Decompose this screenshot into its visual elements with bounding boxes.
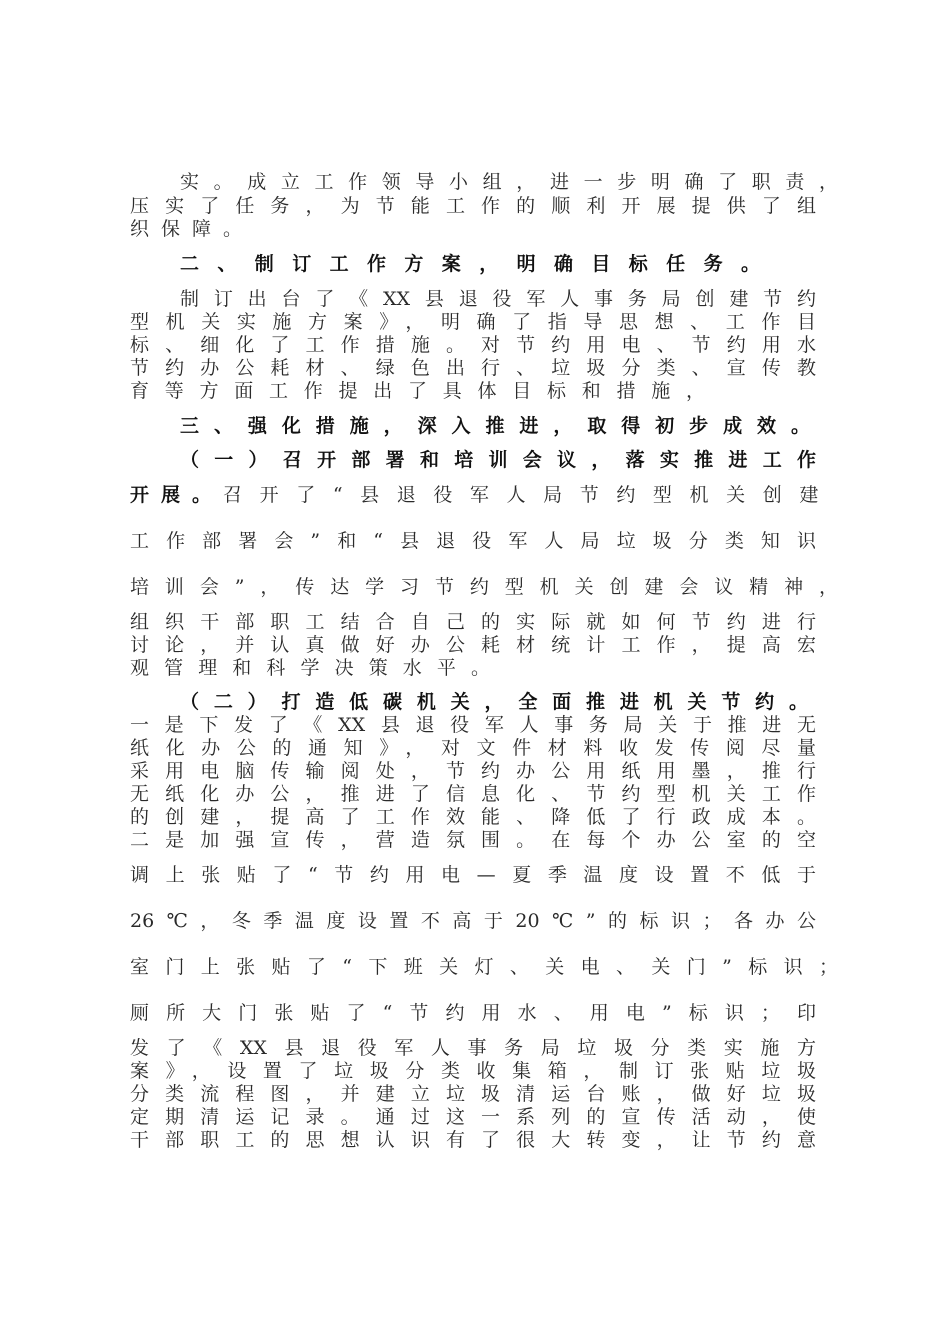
body-text-line: 标、细化了工作措施。对节约用电、节约用水 (130, 334, 816, 356)
body-text-line: 压实了任务，为节能工作的顺利开展提供了组 (130, 195, 816, 217)
body-text-line: 节约办公耗材、绿色出行、垃圾分类、宣传教 (130, 357, 816, 379)
body-text-line: 无纸化办公，推进了信息化、节约型机关工作 (130, 783, 816, 805)
body-text-line: 采用电脑传输阅处，节约办公用纸用墨，推行 (130, 760, 816, 782)
body-text-line (130, 483, 836, 507)
body-text-line: 观管理和科学决策水平。 (130, 657, 490, 679)
body-text-line: 分类流程图，并建立垃圾清运台账，做好垃圾 (130, 1083, 816, 1105)
subsection-heading: （二）打造低碳机关，全面推进机关节约。 (180, 691, 808, 713)
subsection-heading: （一）召开部署和培训会议，落实推进工作 (180, 449, 816, 471)
body-text-line: 室门上张贴了“下班关灯、关电、关门”标识； (130, 956, 838, 978)
body-text-line: 定期清运记录。通过这一系列的宣传活动，使 (130, 1106, 816, 1128)
section-heading: 三、强化措施，深入推进，取得初步成效。 (180, 415, 810, 437)
body-text-line: 26℃，冬季温度设置不高于20℃”的标识；各办公 (130, 910, 816, 932)
body-text-line: 纸化办公的通知》，对文件材料收发传阅尽量 (130, 737, 816, 759)
body-text-line: 发了《XX县退役军人事务局垃圾分类实施方 (130, 1037, 816, 1059)
body-text-line: 实。成立工作领导小组，进一步明确了职责， (180, 171, 838, 193)
body-text-line: 厕所大门张贴了“节约用水、用电”标识；印 (130, 1002, 816, 1024)
body-text-line: 干部职工的思想认识有了很大转变，让节约意 (130, 1129, 816, 1151)
body-text-line: 讨论，并认真做好办公耗材统计工作，提高宏 (130, 634, 816, 656)
body-text-line: 织保障。 (130, 218, 255, 240)
body-text-line: 调上张贴了“节约用电—夏季温度设置不低于 (130, 864, 816, 886)
body-text-line: 育等方面工作提出了具体目标和措施， (130, 380, 705, 402)
body-text-line: 工作部署会”和“县退役军人局垃圾分类知识 (130, 530, 816, 552)
body-text-line: 二是加强宣传，营造氛围。在每个办公室的空 (130, 829, 816, 851)
body-text-line: 型机关实施方案》，明确了指导思想、工作目 (130, 311, 816, 333)
body-text-line: 的创建，提高了工作效能、降低了行政成本。 (130, 806, 816, 828)
body-text-line: 一是下发了《XX县退役军人事务局关于推进无 (130, 714, 816, 736)
body-text-line: 案》，设置了垃圾分类收集箱，制订张贴垃圾 (130, 1060, 816, 1082)
body-text-line: 组织干部职工结合自己的实际就如何节约进行 (130, 611, 816, 633)
body-text-run: 召开了“县退役军人局节约型机关创建 (223, 484, 836, 506)
body-text-line: 制订出台了《XX县退役军人事务局创建节约 (180, 288, 816, 310)
section-heading: 二、制订工作方案，明确目标任务。 (180, 253, 760, 275)
subsection-heading-end: 开展。 (130, 484, 224, 506)
body-text-line: 培训会”，传达学习节约型机关创建会议精神， (130, 576, 838, 598)
